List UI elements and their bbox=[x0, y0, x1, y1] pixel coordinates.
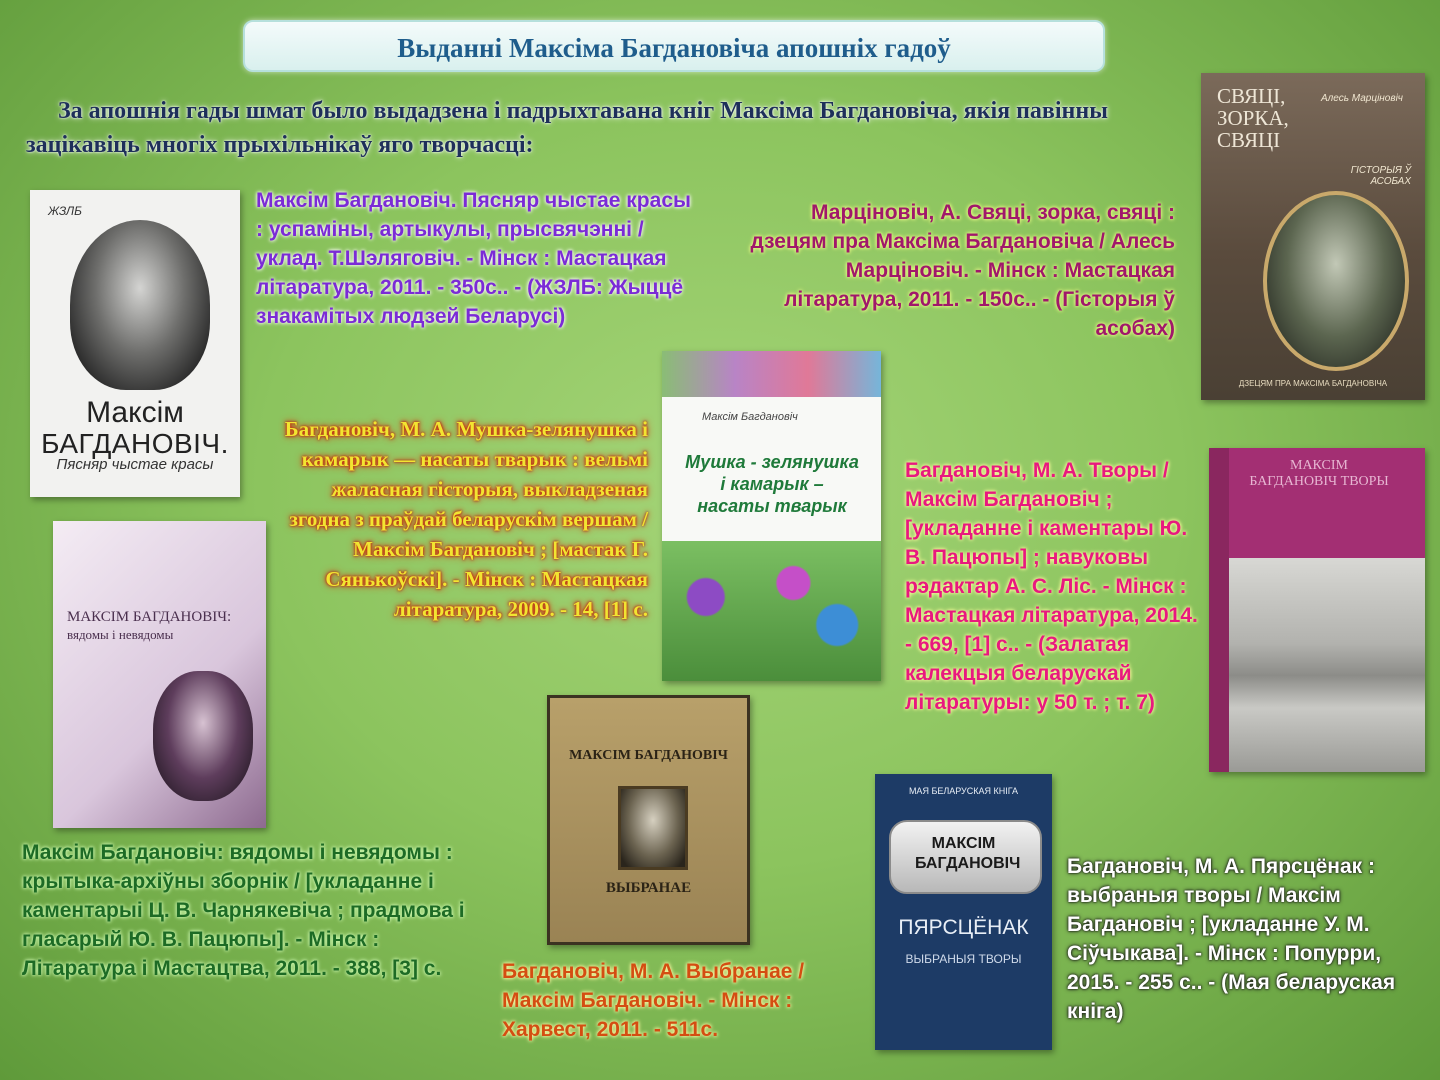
portrait-image bbox=[153, 671, 253, 801]
cover-series: ГІСТОРЫЯ Ў АСОБАХ bbox=[1350, 165, 1411, 187]
cover-author: МАКСІМ БАГДАНОВІЧ bbox=[915, 835, 1021, 872]
cover-title: вядомы і невядомы bbox=[67, 627, 174, 642]
cover-viadomy bbox=[53, 521, 266, 828]
cover-mushka bbox=[662, 351, 881, 681]
cover-title: ПЯРСЦЁНАК bbox=[898, 916, 1029, 939]
cover-piarscionak bbox=[875, 774, 1052, 1050]
cover-footer: ДЗЕЦЯМ ПРА МАКСІМА БАГДАНОВІЧА bbox=[1238, 379, 1388, 388]
cover-tvory bbox=[1209, 448, 1425, 772]
intro-text: За апошнія гады шмат было выдадзена і падрыхтавана кніг Максіма Багдановіча, якія павінны зацікавіць многіх прыхільнікаў яго творчасці: bbox=[26, 98, 1108, 158]
cover-title: Мушка - зелянушка і камарык – насаты тварык bbox=[685, 452, 859, 516]
cover-vybranae bbox=[547, 695, 750, 945]
title-banner bbox=[243, 20, 1105, 72]
cover-title: ВЫБРАНАЕ bbox=[605, 880, 692, 896]
cover-subtitle: ВЫБРАНЫЯ ТВОРЫ bbox=[905, 952, 1022, 966]
portrait-image bbox=[70, 220, 210, 390]
cover-spine bbox=[1209, 448, 1229, 772]
cover-author: Алесь Марціновіч bbox=[1321, 93, 1403, 104]
cover-martsinovich bbox=[1201, 73, 1425, 400]
caption-tvory: Багдановіч, М. А. Творы / Максім Багдановіч ; [укладанне і каментары Ю. В. Пацюпы] ; навуковы рэдактар А. С. Ліс. - Мінск : Мастацкая літаратура, 2014. - 669, [1] с.. - (Залатая калекцыя беларускай літаратуры: у 50 т. ; т. 7) bbox=[905, 459, 1198, 714]
cover-author-first: Максім bbox=[86, 396, 184, 429]
cover-illustration bbox=[662, 541, 881, 681]
portrait-image bbox=[1263, 191, 1409, 371]
cover-author: Максім Багдановіч bbox=[702, 411, 798, 423]
cover-title: Пясняр чыстае красы bbox=[56, 456, 214, 473]
caption-mushka: Багдановіч, М. А. Мушка-зелянушка і камарык — насаты тварык : вельмі жаласная гісторыя, выкладзеная згодна з праўдай беларускім вершам / Максім Багдановіч ; [мастак Г. Сянькоўскі]. - Мінск : Мастацкая літаратура, 2009. - 14, [1] с. bbox=[284, 417, 648, 621]
caption-vybranae: Багдановіч, М. А. Выбранае / Максім Багдановіч. - Мінск : Харвест, 2011. - 511с. bbox=[502, 960, 805, 1041]
caption-viadomy: Максім Багдановіч: вядомы і невядомы : крытыка-архіўны зборнік / [укладанне і каментарыі Ц. В. Чарнякевіча ; прадмова і гласарый Ю. В. Пацюпы]. - Мінск : Літаратура і Мастацтва, 2011. - 388, [3] с. bbox=[22, 841, 465, 980]
cover-illustration-top bbox=[662, 351, 881, 397]
cover-pesniar bbox=[30, 190, 240, 497]
cover-series-label: ЖЗЛБ bbox=[48, 204, 82, 218]
cover-title: МАКСІМ БАГДАНОВІЧ ТВОРЫ bbox=[1249, 458, 1389, 489]
cover-author-last: БАГДАНОВІЧ. bbox=[41, 428, 229, 459]
page-title: Выданні Максіма Багдановіча апошніх гадоў bbox=[397, 33, 951, 63]
portrait-image bbox=[618, 786, 688, 870]
cover-series: МАЯ БЕЛАРУСКАЯ КНІГА bbox=[908, 786, 1019, 796]
cover-title: СВЯЦІ, ЗОРКА, СВЯЦІ bbox=[1217, 84, 1289, 152]
cover-photo bbox=[1229, 558, 1425, 772]
caption-pesniar: Максім Багдановіч. Пясняр чыстае красы : успаміны, артыкулы, прысвячэнні / уклад. Т.Шэляговіч. - Мінск : Мастацкая літаратура, 2011. - 350с.. - (ЖЗЛБ: Жыццё знакамітых людзей Беларусі) bbox=[256, 189, 691, 328]
caption-piarscionak: Багдановіч, М. А. Пярсцёнак : выбраныя творы / Максім Багдановіч ; [укладанне У. М. Сіўчыкава]. - Мінск : Попурри, 2015. - 255 с.. - (Мая беларуская кніга) bbox=[1067, 855, 1396, 1023]
cover-author: МАКСІМ БАГДАНОВІЧ bbox=[569, 748, 728, 763]
cover-author: МАКСІМ БАГДАНОВІЧ: bbox=[67, 609, 232, 625]
caption-martsinovich: Марціновіч, А. Свяці, зорка, свяці : дзецям пра Максіма Багдановіча / Алесь Марціновіч. - Мінск : Мастацкая літаратура, 2011. - 150с.. - (Гісторыя ў асобах) bbox=[750, 201, 1175, 340]
